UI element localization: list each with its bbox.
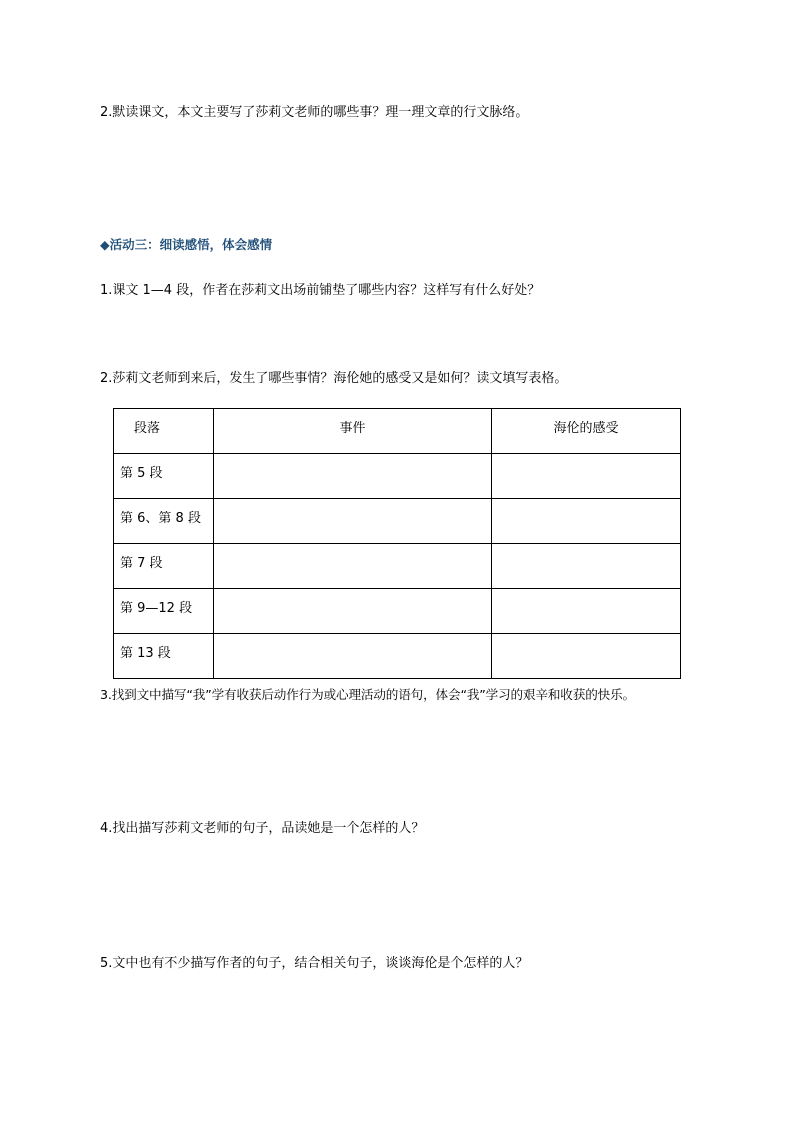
fill-in-table — [113, 408, 681, 679]
question-2-read: 2.默读课文，本文主要写了莎莉文老师的哪些事？理一理文章的行文脉络。 — [100, 105, 529, 120]
row-event[interactable] — [214, 544, 491, 580]
row-feeling[interactable] — [492, 544, 680, 580]
row-event[interactable] — [214, 589, 491, 625]
question-5: 5.文中也有不少描写作者的句子，结合相关句子，谈谈海伦是个怎样的人？ — [100, 956, 529, 971]
activity-three-heading: ◆活动三：细读感悟，体会感情 — [100, 237, 273, 252]
row-paragraph: 第 9—12 段 — [120, 601, 193, 616]
table-row — [114, 544, 681, 589]
row-paragraph: 第 5 段 — [120, 466, 163, 481]
question-4: 4.找出描写莎莉文老师的句子，品读她是一个怎样的人？ — [100, 821, 425, 836]
question-3: 3.找到文中描写“我”学有收获后动作行为或心理活动的语句，体会“我”学习的艰辛和收获的快乐。 — [100, 687, 635, 702]
header-paragraph: 段落 — [134, 421, 161, 436]
row-event[interactable] — [214, 634, 491, 670]
table-row — [114, 634, 681, 679]
row-event[interactable] — [214, 499, 491, 535]
question-1: 1.课文 1—4 段，作者在莎莉文出场前铺垫了哪些内容？这样写有什么好处？ — [100, 283, 541, 298]
table-row — [114, 454, 681, 499]
header-feeling: 海伦的感受 — [553, 421, 619, 436]
row-paragraph: 第 7 段 — [120, 556, 163, 571]
row-feeling[interactable] — [492, 589, 680, 625]
table-header-row — [114, 409, 681, 454]
row-paragraph: 第 6、第 8 段 — [120, 511, 201, 526]
table-row — [114, 589, 681, 634]
row-event[interactable] — [214, 454, 491, 490]
table-row — [114, 499, 681, 544]
row-feeling[interactable] — [492, 634, 680, 670]
row-feeling[interactable] — [492, 454, 680, 490]
row-paragraph: 第 13 段 — [120, 646, 171, 661]
header-event: 事件 — [339, 421, 366, 436]
row-feeling[interactable] — [492, 499, 680, 535]
question-2-table: 2.莎莉文老师到来后，发生了哪些事情？海伦她的感受又是如何？读文填写表格。 — [100, 371, 568, 386]
